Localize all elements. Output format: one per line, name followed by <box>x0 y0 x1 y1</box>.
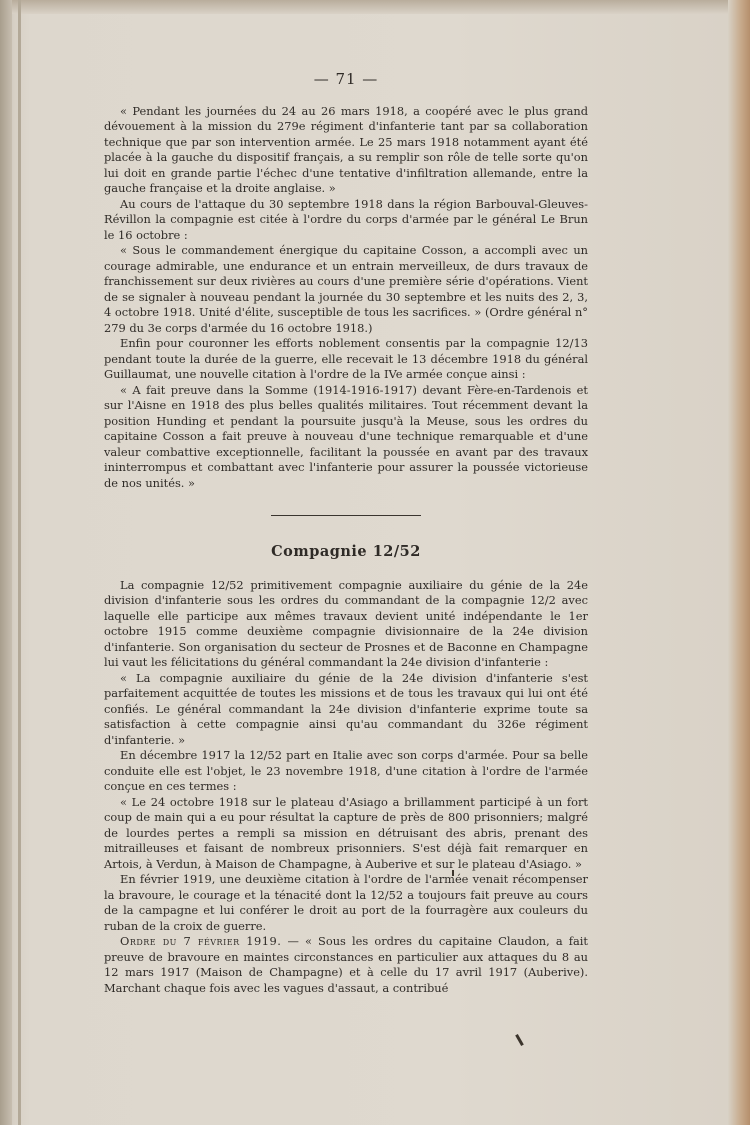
page-left-edge <box>0 0 12 1125</box>
order-paragraph <box>104 934 588 996</box>
section-title: Compagnie 12/52 <box>271 543 421 560</box>
ink-speck <box>515 1034 524 1046</box>
paragraph: Au cours de l'attaque du 30 septembre 1918 dans la région Barbouval-Gleuves-Révillon la compagnie est citée à l'ordre du corps d'armée par le général Le Brun le 16 octobre : <box>104 196 588 242</box>
paragraph: En février 1919, une deuxième citation à l'ordre de l'armée venait récompenser la bravoure, le courage et la ténacité dont la 12/52 a toujours fait preuve au cours de la campagne et lui conférer le droit au port de la fourragère aux couleurs du ruban de la croix de guerre. <box>104 872 588 933</box>
order-text: — « Sous les ordres du capitaine Claudon, a fait preuve de bravoure en maintes circonstances en particulier aux attaques du 8 au 12 mars 1917 (Maison de Champagne) et à celle du 17 avril 1917 (Auberive). Marchant chaque fois avec les vagues d'assaut, a contribué <box>104 934 589 995</box>
page-top-edge <box>0 0 750 14</box>
page-number: — 71 — <box>313 70 379 88</box>
binding-fold <box>18 0 21 1125</box>
paragraph: « La compagnie auxiliaire du génie de la 24e division d'infanterie s'est parfaitement acquittée de toutes les missions et de tous les travaux qui lui ont été confiés. Le général commandant la 24e division d'infanterie exprime toute sa satisfaction à cette compagnie ainsi qu'au commandant du 326e régiment d'infanterie. » <box>104 670 588 747</box>
section-divider <box>271 515 421 516</box>
paragraph: Enfin pour couronner les efforts noblement consentis par la compagnie 12/13 pendant toute la durée de la guerre, elle recevait le 13 décembre 1918 du général Guillaumat, une nouvelle citation à l'ordre de la IVe armée conçue ainsi : <box>104 336 588 381</box>
document-text-block <box>104 72 588 996</box>
paragraph: « Le 24 octobre 1918 sur le plateau d'Asiago a brillamment participé à un fort coup de main qui a eu pour résultat la capture de près de 800 prisonniers; malgré de lourdes pertes a rempli sa mission en détruisant des abris, prenant des mitrailleuses et faisant de nombreux prisonniers. S'est déjà fait remarquer en Artois, à Verdun, à Maison de Champagne, à Auberive et sur le plateau d'Asiago. » <box>104 794 588 871</box>
paragraph: « Sous le commandement énergique du capitaine Cosson, a accompli avec un courage admirable, une endurance et un entrain merveilleux, de durs travaux de franchissement sur deux rivières au cours d'une première série d'opérations. Vient de se signaler à nouveau pendant la journée du 30 septembre et les nuits des 2, 3, 4 octobre 1918. Unité d'élite, susceptible de tous les sacrifices. » (Ordre général n° 279 du 3e corps d'armée du 16 octobre 1918.) <box>104 243 588 335</box>
paragraph: « A fait preuve dans la Somme (1914-1916-1917) devant Fère-en-Tardenois et sur l'Aisne en 1918 des plus belles qualités militaires. Tout récemment devant la position Hunding et pendant la poursuite jusqu'à la Meuse, sous les ordres du capitaine Cosson a fait preuve à nouveau d'une technique remarquable et d'une valeur combattive exceptionnelle, facilitant la poussée en avant par des travaux ininterrompus et combattant avec l'infanterie pour assurer la poussée victorieuse de nos unités. » <box>104 382 588 490</box>
page-right-edge <box>728 0 750 1125</box>
paragraph: La compagnie 12/52 primitivement compagnie auxiliaire du génie de la 24e division d'infanterie sous les ordres du commandant de la compagnie 12/2 avec laquelle elle participe aux mêmes travaux devient unité indépendante le 1er octobre 1915 comme deuxième compagnie divisionnaire de la 24e division d'infanterie. Son organisation du secteur de Prosnes et de Baconne en Champagne lui vaut les félicitations du général commandant la 24e division d'infanterie : <box>104 577 588 669</box>
paragraph: « Pendant les journées du 24 au 26 mars 1918, a coopéré avec le plus grand dévouement à la mission du 279e régiment d'infanterie tant par sa collaboration technique que par son intervention armée. Le 25 mars 1918 notamment ayant été placée à la gauche du dispositif français, a su remplir son rôle de telle sorte qu'on lui doit en grande partie l'échec d'une tentative d'infiltration allemande, entre la gauche française et la droite anglaise. » <box>104 103 588 195</box>
order-label: Ordre du 7 février 1919. <box>120 934 282 948</box>
paragraph: En décembre 1917 la 12/52 part en Italie avec son corps d'armée. Pour sa belle conduite elle est l'objet, le 23 novembre 1918, d'une citation à l'ordre de l'armée conçue en ces termes : <box>104 748 588 793</box>
